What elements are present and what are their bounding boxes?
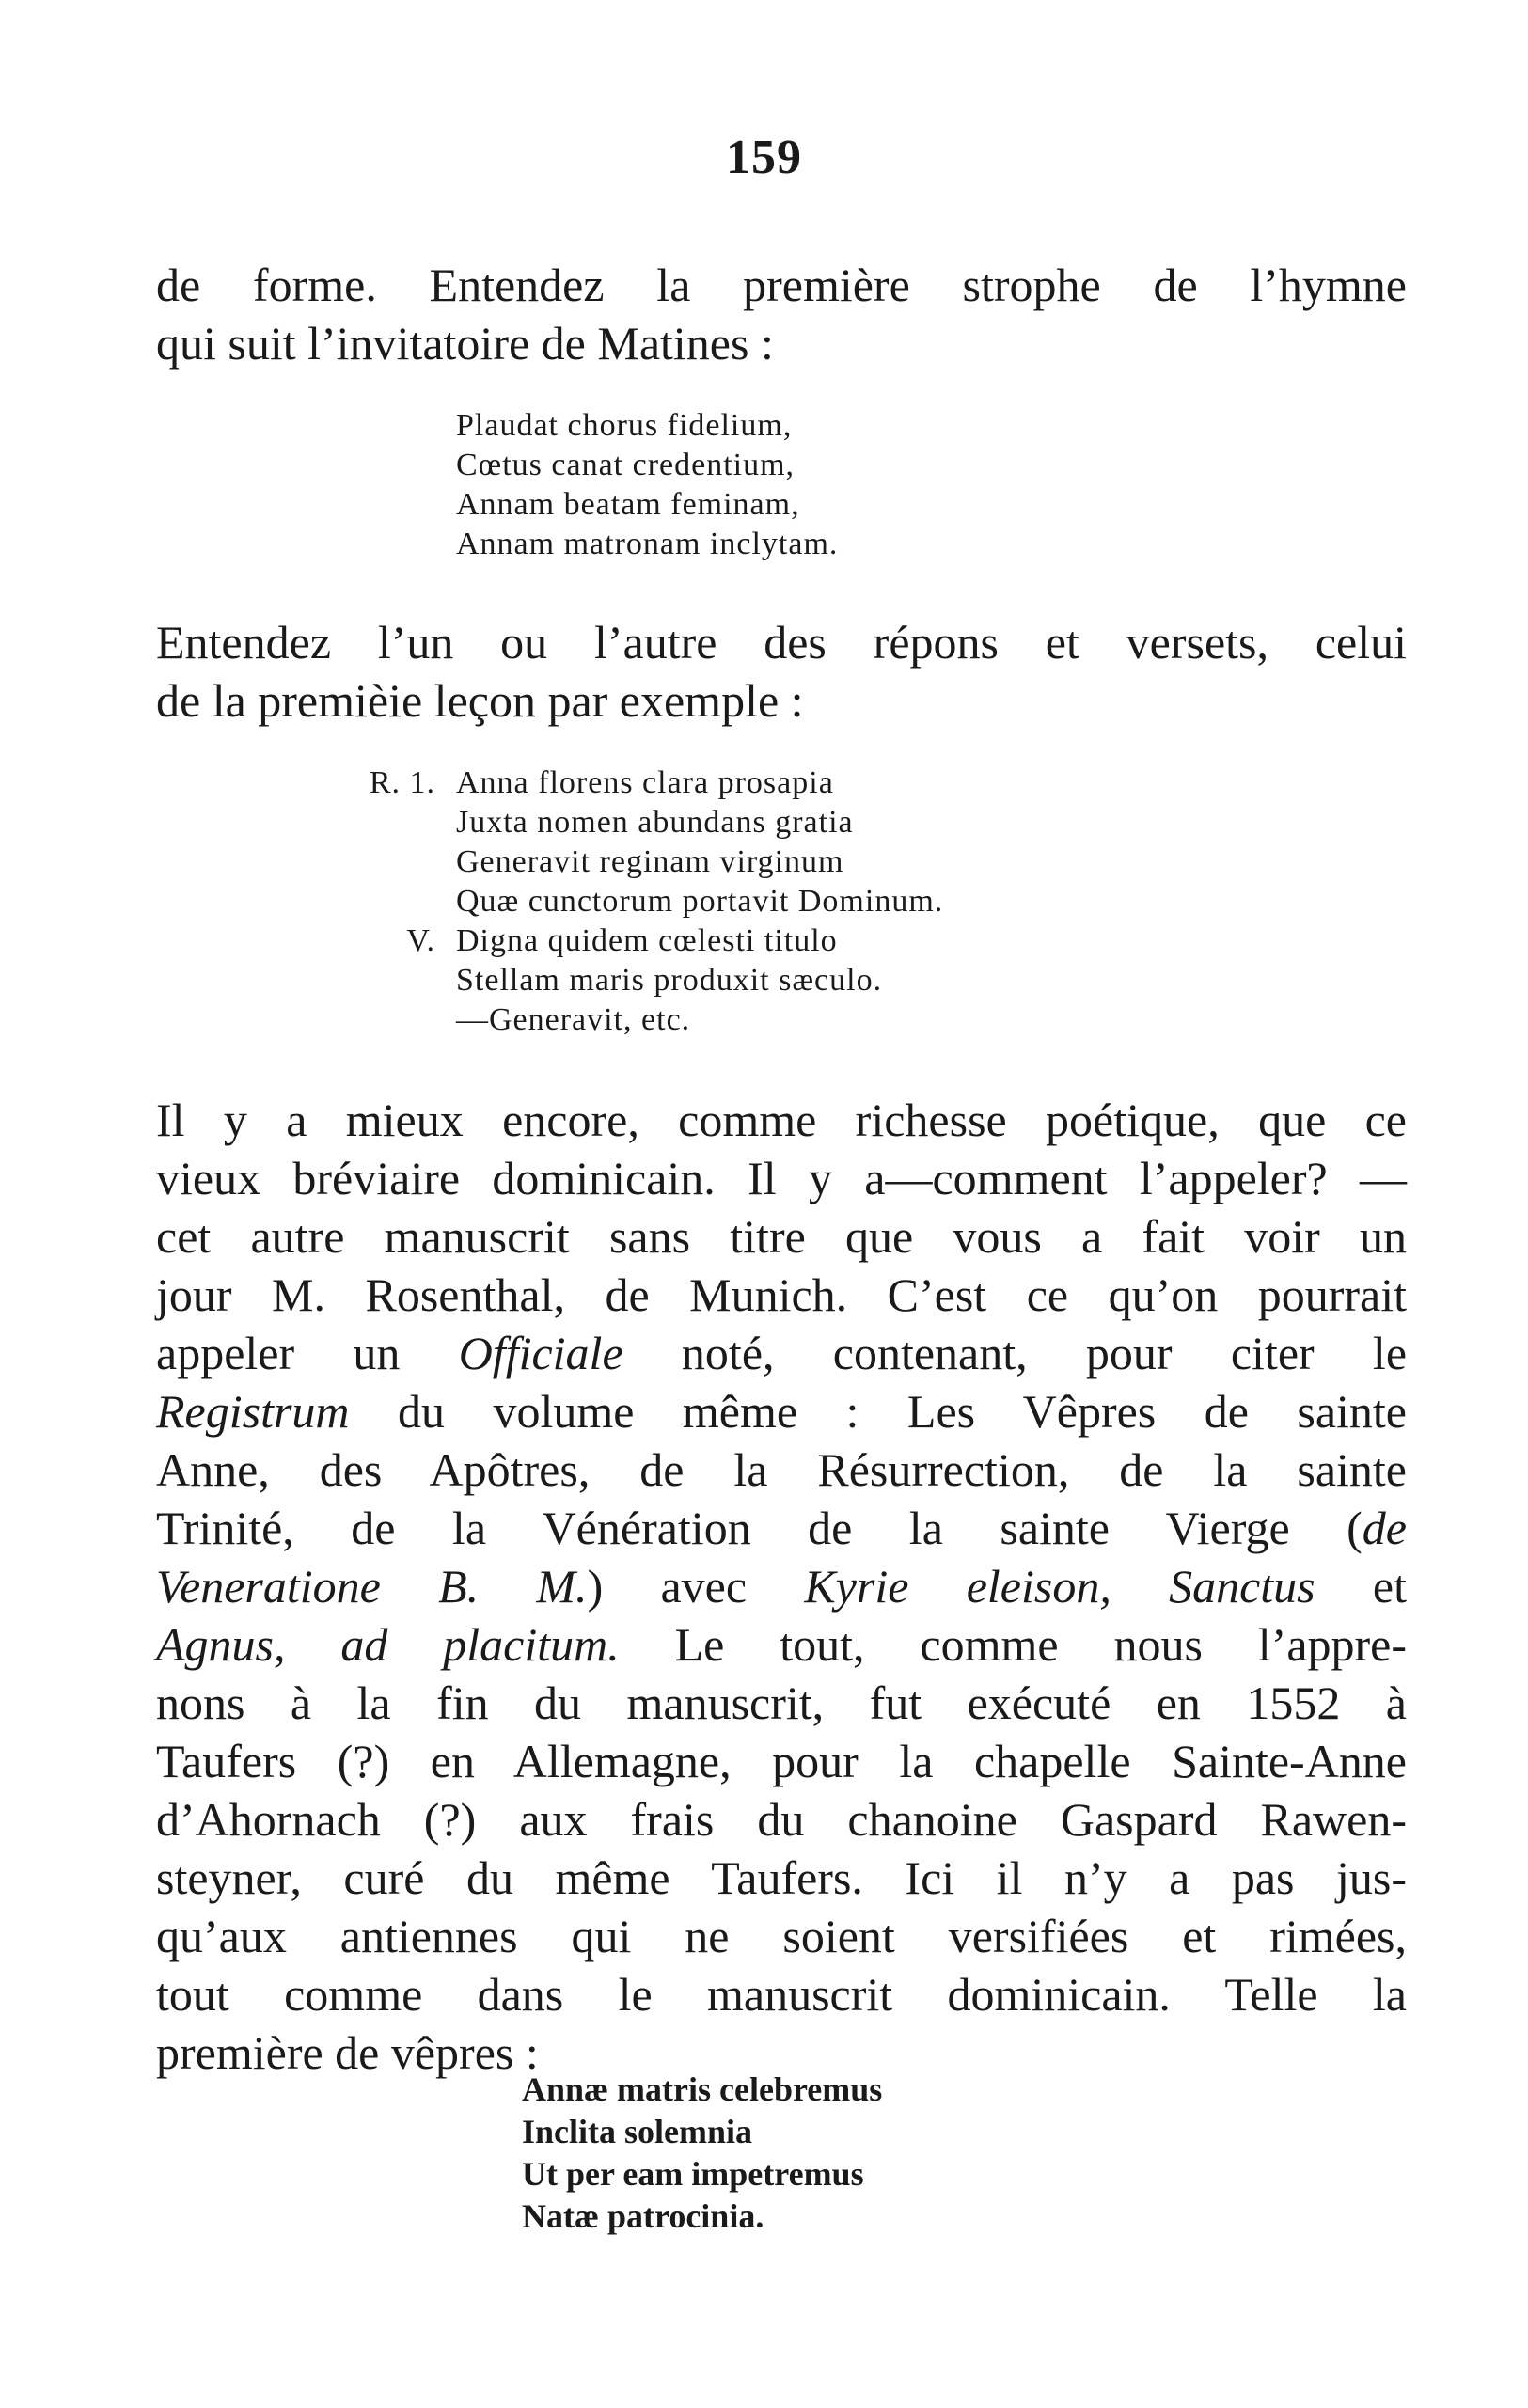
text-line: cet autre manuscrit sans titre que vous a fait voir un bbox=[156, 1210, 1407, 1263]
text-line: Entendez l’un ou l’autre des répons et versets, celui bbox=[156, 616, 1407, 669]
italic-term: Kyrie eleison, Sanctus bbox=[804, 1560, 1315, 1613]
responsory-mark: R. 1. bbox=[369, 765, 435, 800]
responsory-text: Digna quidem cœlesti titulo bbox=[456, 923, 838, 958]
text-line: tout comme dans le manuscrit dominicain. Telle la bbox=[156, 1968, 1407, 2021]
text-line: jour M. Rosenthal, de Munich. C’est ce qu’on pourrait bbox=[156, 1268, 1407, 1321]
responsory-line bbox=[329, 1000, 943, 1040]
paragraph-3 bbox=[156, 1091, 1407, 2082]
responsory-text: Stellam maris produxit sæculo. bbox=[456, 963, 883, 998]
page-number: 159 bbox=[726, 131, 802, 184]
verse-line: Ut per eam impetremus bbox=[522, 2155, 864, 2193]
responsory-mark bbox=[329, 1000, 456, 1040]
text-line: d’Ahornach (?) aux frais du chanoine Gaspard Rawen- bbox=[156, 1793, 1407, 1846]
text-line: Anne, des Apôtres, de la Résurrection, de la sainte bbox=[156, 1443, 1407, 1496]
responsory-text: Quæ cunctorum portavit Dominum. bbox=[456, 884, 944, 919]
text-line bbox=[156, 1382, 1407, 1440]
responsory-mark bbox=[329, 961, 456, 1000]
verse-line: Inclita solemnia bbox=[522, 2113, 753, 2150]
responsory-line bbox=[329, 961, 943, 1000]
text-line: de forme. Entendez la première strophe de l’hymne bbox=[156, 259, 1407, 311]
text-line: qui suit l’invitatoire de Matines : bbox=[156, 317, 774, 370]
responsory-mark bbox=[329, 882, 456, 921]
text-line: nons à la fin du manuscrit, fut exécuté en 1552 à bbox=[156, 1676, 1407, 1729]
paragraph-2 bbox=[156, 613, 1407, 730]
responsory bbox=[329, 763, 943, 1040]
text-run: noté, contenant, pour citer le bbox=[681, 1327, 1408, 1379]
italic-term: Officiale bbox=[458, 1327, 623, 1379]
responsory-text: Anna florens clara prosapia bbox=[456, 765, 834, 800]
text-line bbox=[156, 1557, 1407, 1615]
responsory-line bbox=[329, 882, 943, 921]
italic-term: Registrum bbox=[156, 1385, 350, 1438]
responsory-line bbox=[329, 803, 943, 842]
responsory-text: Generavit reginam virginum bbox=[456, 844, 844, 879]
text-line bbox=[156, 1324, 1407, 1382]
verse-line: Annæ matris celebremus bbox=[522, 2070, 883, 2108]
text-run: Le tout, comme nous l’appre- bbox=[674, 1618, 1408, 1671]
responsory-mark bbox=[329, 803, 456, 842]
responsory-mark: V. bbox=[406, 923, 435, 958]
responsory-line bbox=[329, 921, 943, 961]
text-line: de la premièie leçon par exemple : bbox=[156, 674, 804, 727]
italic-term: Veneratione B. M. bbox=[156, 1560, 588, 1613]
text-run: appeler un bbox=[156, 1327, 401, 1379]
text-line: Il y a mieux encore, comme richesse poétique, que ce bbox=[156, 1094, 1407, 1146]
verse-line: Natæ patrocinia. bbox=[522, 2197, 764, 2235]
italic-term: de bbox=[1362, 1502, 1407, 1554]
text-line: Taufers (?) en Allemagne, pour la chapelle Sainte-Anne bbox=[156, 1735, 1407, 1787]
text-line bbox=[156, 1615, 1407, 1674]
text-line bbox=[156, 1499, 1407, 1557]
paragraph-1 bbox=[156, 256, 1407, 372]
text-line: qu’aux antiennes qui ne soient versifiées et rimées, bbox=[156, 1910, 1407, 1962]
italic-term: Agnus, ad placitum. bbox=[156, 1618, 620, 1671]
text-run: du volume même : Les Vêpres de sainte bbox=[398, 1385, 1407, 1438]
text-line: steyner, curé du même Taufers. Ici il n’y a pas jus- bbox=[156, 1851, 1407, 1904]
responsory-line bbox=[329, 763, 943, 803]
responsory-text: Juxta nomen abundans gratia bbox=[456, 805, 854, 840]
text-run: ) avec bbox=[587, 1560, 748, 1613]
verse-line: Plaudat chorus fidelium, bbox=[456, 408, 793, 443]
responsory-mark bbox=[329, 842, 456, 882]
responsory-text: —Generavit, etc. bbox=[456, 1002, 691, 1037]
verse-line: Annam matronam inclytam. bbox=[456, 527, 839, 561]
text-line: vieux bréviaire dominicain. Il y a—comment l’appeler? — bbox=[156, 1152, 1407, 1204]
text-run: Trinité, de la Vénération de la sainte Vierge ( bbox=[156, 1502, 1363, 1554]
verse-line: Cœtus canat credentium, bbox=[456, 448, 796, 482]
text-line: première de vêpres : bbox=[156, 2026, 539, 2079]
verse-line: Annam beatam feminam, bbox=[456, 487, 800, 522]
closing-verse bbox=[522, 2069, 882, 2238]
responsory-line bbox=[329, 842, 943, 882]
hymn-verse bbox=[456, 406, 838, 564]
text-run: et bbox=[1372, 1560, 1408, 1613]
